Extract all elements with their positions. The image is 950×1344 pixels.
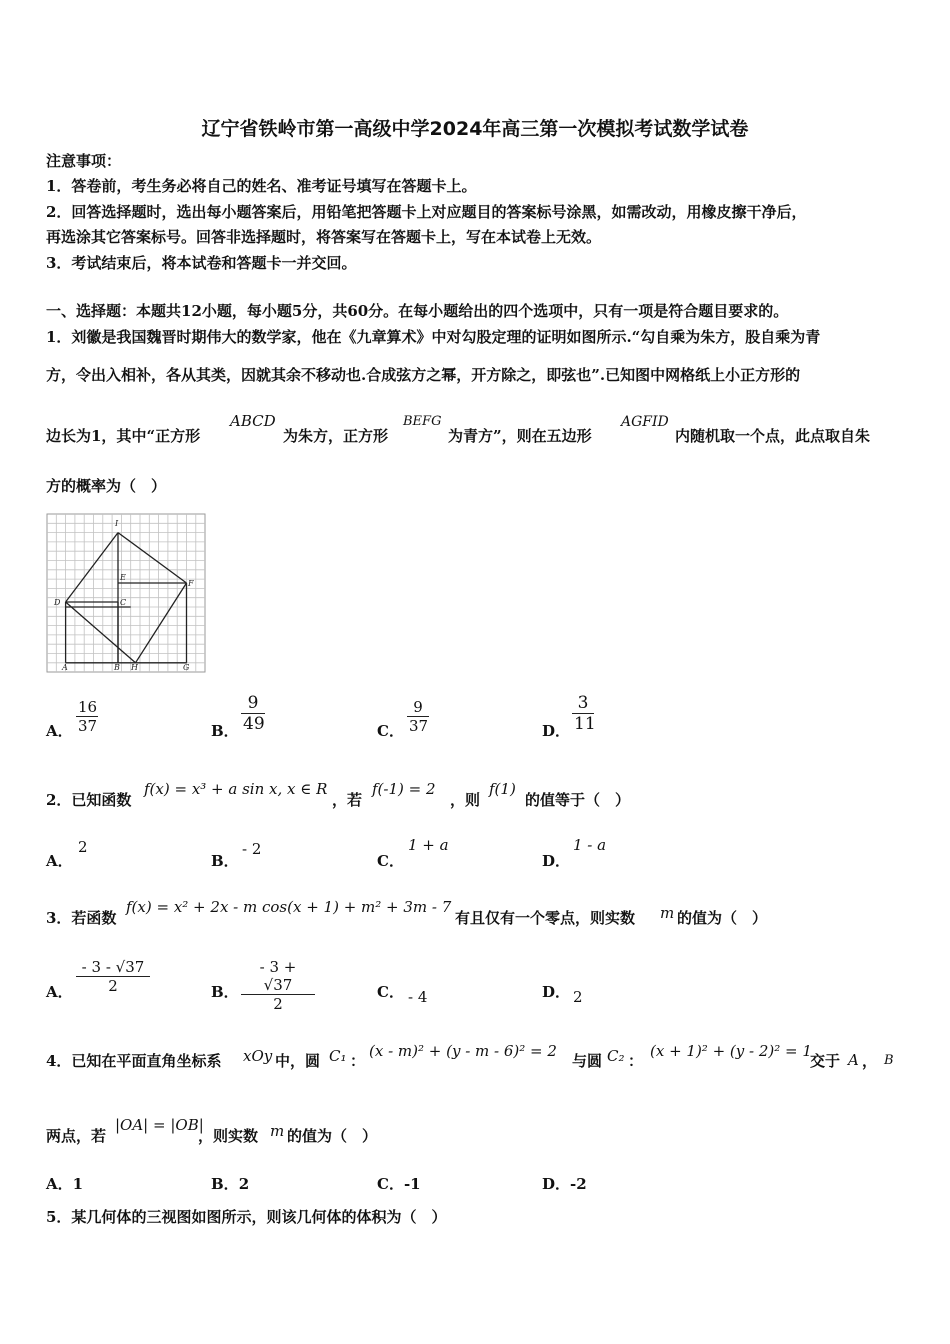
fig-label-c: C (120, 598, 127, 607)
q1-line2: 方，令出入相补，各从其类，因就其余不移动也.合成弦方之幂，开方除之，即弦也”.已知图中网格纸上小正方形的 (46, 366, 801, 384)
q2-condition: f(-1) = 2 (372, 780, 436, 798)
q1-line3b: 为朱方，正方形 (283, 427, 389, 445)
q1-option-d-label: D． (542, 722, 571, 740)
q1-math-abcd: ABCD (230, 412, 276, 430)
q3-function: f(x) = x² + 2x - m cos(x + 1) + m² + 3m - 7 (126, 898, 452, 916)
note-item-2: 2．回答选择题时，选出每小题答案后，用铅笔把答题卡上对应题目的答案标号涂黑，如需改动，用橡皮擦干净后， (46, 203, 807, 221)
fig-label-f: F (188, 579, 194, 588)
q4-eq1: (x - m)² + (y - m - 6)² = 2 (369, 1042, 557, 1060)
q1-line3a: 边长为1，其中“正方形 (46, 427, 201, 445)
section-heading: 一、选择题：本题共12小题，每小题5分，共60分。在每小题给出的四个选项中，只有一项是符合题目要求的。 (46, 302, 789, 320)
q4-option-a: A．1 (46, 1175, 84, 1193)
q3-prefix: 3．若函数 (46, 909, 117, 927)
q3-suffix: 有且仅有一个零点，则实数 (455, 909, 636, 927)
q4-coord-system: xOy (243, 1047, 273, 1065)
q2-option-c-value: 1 + a (408, 836, 449, 854)
q3-option-a-value: - 3 - √37 2 (76, 958, 150, 995)
q4-condition: |OA| = |OB| (115, 1116, 204, 1134)
q5-text: 5．某几何体的三视图如图所示，则该几何体的体积为（ ） (46, 1208, 447, 1226)
q4-mid3: 交于 (810, 1052, 841, 1070)
fig-label-h: H (131, 663, 138, 672)
q2-option-b-label: B． (211, 852, 239, 870)
q3-option-b-value: - 3 + √37 2 (241, 958, 315, 1013)
q1-option-b-label: B． (211, 722, 239, 740)
note-item-1: 1．答卷前，考生务必将自己的姓名、准考证号填写在答题卡上。 (46, 177, 477, 195)
fig-label-g: G (183, 663, 190, 672)
q4-colon1: ： (350, 1052, 366, 1070)
notes-heading: 注意事项： (46, 152, 122, 170)
q4-prefix: 4．已知在平面直角坐标系 (46, 1052, 222, 1070)
q1-option-a-label: A． (46, 722, 73, 740)
q1-line1: 1．刘徽是我国魏晋时期伟大的数学家，他在《九章算术》中对勾股定理的证明如图所示.“勾自乘为朱方，股自乘为青 (46, 328, 821, 346)
q2-option-b-value: - 2 (242, 840, 262, 858)
fig-label-d: D (54, 598, 61, 607)
q2-option-c-label: C． (377, 852, 404, 870)
q2-suffix: 的值等于（ ） (525, 791, 631, 809)
q2-prefix: 2．已知函数 (46, 791, 132, 809)
q1-option-b-value: 9 49 (243, 693, 265, 734)
q2-mid: ，若 (332, 791, 363, 809)
q3-option-d-label: D． (542, 983, 571, 1001)
q2-option-a-label: A． (46, 852, 73, 870)
fig-label-b: B (114, 663, 120, 672)
q2-option-d-value: 1 - a (573, 836, 607, 854)
q4-line2b: ，则实数 (198, 1127, 259, 1145)
fig-label-i: I (115, 519, 119, 528)
q4-point-a: A (848, 1051, 859, 1069)
q4-eq2: (x + 1)² + (y - 2)² = 1 (650, 1042, 812, 1060)
q2-ask: f(1) (489, 780, 516, 798)
q4-option-d: D．-2 (542, 1175, 587, 1193)
q4-point-b: B (884, 1053, 894, 1068)
q3-suffix2: 的值为（ ） (677, 909, 768, 927)
q4-mid2: 与圆 (572, 1052, 603, 1070)
q1-figure (46, 513, 206, 673)
q4-line2a: 两点，若 (46, 1127, 107, 1145)
q3-option-c-value: - 4 (408, 988, 428, 1006)
note-item-3: 3．考试结束后，将本试卷和答题卡一并交回。 (46, 254, 357, 272)
q4-comma: ， (862, 1052, 878, 1070)
q1-option-d-value: 3 11 (574, 693, 596, 734)
fig-label-a: A (62, 663, 68, 672)
q3-option-c-label: C． (377, 983, 404, 1001)
q2-option-d-label: D． (542, 852, 571, 870)
q3-option-a-label: A． (46, 983, 73, 1001)
q3-option-d-value: 2 (573, 988, 583, 1006)
q4-option-b: B．2 (211, 1175, 250, 1193)
note-item-2-cont: 再选涂其它答案标号。回答非选择题时，将答案写在答题卡上，写在本试卷上无效。 (46, 228, 602, 246)
q1-line3c: 为青方”，则在五边形 (448, 427, 592, 445)
q1-line3d: 内随机取一个点，此点取自朱 (675, 427, 871, 445)
q4-c2: C₂ (607, 1047, 625, 1065)
q4-var: m (270, 1122, 285, 1140)
q4-colon2: ： (628, 1052, 644, 1070)
q1-line4: 方的概率为（ ） (46, 477, 167, 495)
q4-option-c: C．-1 (377, 1175, 421, 1193)
q4-line2c: 的值为（ ） (287, 1127, 378, 1145)
q2-mid2: ，则 (450, 791, 481, 809)
q1-math-befg: BEFG (403, 414, 442, 429)
q3-var: m (660, 904, 675, 922)
page-title: 辽宁省铁岭市第一高级中学2024年高三第一次模拟考试数学试卷 (201, 118, 749, 140)
q1-option-a-value: 16 37 (78, 698, 98, 735)
q1-option-c-label: C． (377, 722, 404, 740)
q4-c1: C₁ (329, 1047, 347, 1065)
q4-mid1: 中，圆 (275, 1052, 321, 1070)
q2-option-a-value: 2 (78, 838, 88, 856)
q1-option-c-value: 9 37 (409, 698, 429, 735)
q2-function: f(x) = x³ + a sin x, x ∈ R (144, 780, 328, 798)
q1-math-agfid: AGFID (621, 414, 669, 430)
fig-label-e: E (120, 573, 126, 582)
q3-option-b-label: B． (211, 983, 239, 1001)
